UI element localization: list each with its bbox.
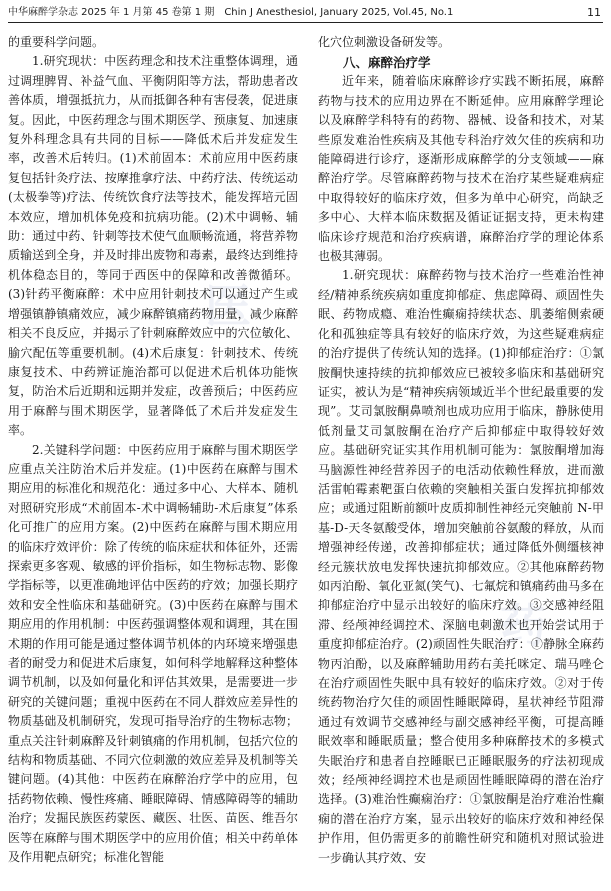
right-paragraph-intro: 近年来，随着临床麻醉诊疗实践不断拓展，麻醉药物与技术的应用边界在不断延伸。应用麻醉学理论以及麻醉学科特有的药物、器械、设备和技术，对某些原发难治性疾病及其他专科治疗效欠佳的疾病和功能障碍进行诊疗，逐渐形成麻醉学的分支领域——麻醉治疗学。尽管麻醉药物与技术在治疗某些疑难病症中取得较好的临床疗效，但多为单中心研究，尚缺乏多中心、大样本临床数据及循证证据支持，更未构建临床诊疗规范和治疗疾病谱，麻醉治疗学的理论体系也极其薄弱。 <box>318 74 604 264</box>
watermark-right: 药 <box>500 599 546 653</box>
left-paragraph-key-issues: 2.关键科学问题：中医药应用于麻醉与围术期医学应重点关注防治术后并发症。(1)中医药在麻醉与围术期应用的标准化和规范化：通过多中心、大样本、随机对照研究形成“术前固本-术中调畅辅助-术后康复”体系化可推广的应用方案。(2)中医药在麻醉与围术期应用的临床疗效评价：除了传统的临床症状和体征外，还需探索更多客观、敏感的评价指标，如生物标志物、影像学指标等，以更准确地评估中医药的疗效；加强长期疗效和安全性临床和基础研究。(3)中医药在麻醉与围术期应用的作用机制：中医药强调整体观和调理，其在围术期的作用可能是通过整体调节机体的内环境来增强患者的耐受力和促进术后康复，如何科学地解释这种整体调节机制，以及如何量化和评估其效果，是需要进一步研究的关键问题；重视中医药在不同人群效应差异性的物质基础及机制研究，发现可指导治疗的生物标志物；重点关注针刺麻醉及针刺镇痛的作用机制，包括穴位的结构和物质基础、不同穴位刺激的效应差异及机制等关键问题。(4)其他：中医药在麻醉治疗学中的应用，包括药物依赖、慢性疼痛、睡眠障碍、情感障碍等的辅助治疗；发掘民族医药蒙医、藏医、壮医、苗医、维吾尔医等在麻醉与围术期医学中的应用价值；相关中药单体及作用靶点研究；标准化智能 <box>8 442 298 865</box>
left-column <box>8 33 298 867</box>
left-paragraph-continuation: 的重要科学问题。 <box>8 35 105 49</box>
page-number: 11 <box>587 6 601 19</box>
journal-citation-line: 中华麻醉学杂志 2025 年 1 月第 45 卷第 1 期 Chin J Anesthesiol, January 2025, Vol.45, No.1 <box>8 7 454 18</box>
right-paragraph-research-status: 1.研究现状：麻醉药物与技术治疗一些难治性神经/精神系统疾病如重度抑郁症、焦虑障碍、顽固性失眠、药物成瘾、难治性癫痫持续状态、肌萎缩侧索硬化和孤独症等具有较好的临床疗效，为这些疑难病症的治疗提供了传统认知的选择。(1)抑郁症治疗：①氯胺酮快速持续的抗抑郁效应已被较多临床和基础研究证实，被认为是“精神疾病领域近半个世纪最重要的发现”。艾司氯胺酮鼻喷剂也成功应用于临床，静脉使用低剂量艾司氯胺酮在治疗产后抑郁症中取得较好效应。基础研究证实其作用机制可能为：氯胺酮增加海马脑源性神经营养因子的电活动依赖性释放，进而激活雷帕霉素靶蛋白依赖的突触相关蛋白发挥抗抑郁效应；或通过阻断前额叶皮质抑制性神经元突触前 N-甲基-D-天冬氨酸受体，增加突触前谷氨酸的释放，从而增强神经传递，改善抑郁症状；通过降低外侧缰核神经元簇状放电发挥快速抗抑郁效应。②其他麻醉药物如丙泊酚、氧化亚氮(笑气)、七氟烷和镇痛药曲马多在抑郁症治疗中显示出较好的临床疗效。③交感神经阻滞、经颅神经调控术、深脑电刺激术也开始尝试用于重度抑郁症治疗。(2)顽固性失眠治疗：①静脉全麻药物丙泊酚，以及麻醉辅助用药右美托咪定、瑞马唑仑在治疗顽固性失眠中具有较好的临床疗效。②对于传统药物治疗欠佳的顽固性睡眠障碍，星状神经节阻滞通过有效调节交感神经与副交感神经平衡，可提高睡眠效率和睡眠质量；整合使用多种麻醉技术的多模式失眠治疗和患者自控睡眠已正睡眠服务的疗法初现成效；经颅神经调控术也是顽固性睡眠障碍的潜在治疗选择。(3)难治性癫痫治疗：①氯胺酮是治疗难治性癫痫的潜在治疗方案，显示出较好的临床疗效和神经保护作用，但仍需更多的前瞻性研究和随机对照试验进一步确认其疗效、安 <box>318 268 604 865</box>
right-column <box>318 33 604 868</box>
right-paragraph-continuation: 化穴位刺激设备研发等。 <box>318 35 451 49</box>
running-header <box>8 2 603 23</box>
section-heading: 八、麻醉治疗学 <box>343 55 431 71</box>
left-paragraph-research-status: 1.研究现状：中医药理念和技术注重整体调理，通过调理脾胃、补益气血、平衡阴阳等方法，帮助患者改善体质，增强抵抗力，从而抵御各种有害侵袭，促进康复。因此，中医药理念与围术期医学、预康复、加速康复外科理念具有共同的目标——降低术后并发症发生率，改善术后转归。(1)术前固本：术前应用中医药康复包括针灸疗法、按摩推拿疗法、中药疗法、传统运动(太极拳等)疗法、传统饮食疗法等技术，能发挥培元固本效应，增加机体免疫和抗病功能。(2)术中调畅、辅助：通过中药、针刺等技术使气血顺畅流通，将营养物质输送到全身，并及时排出废物和毒素，最终达到维持机体稳态目的，等同于西医中的保障和改善微循环。(3)针药平衡麻醉：术中应用针刺技术可以通过产生或增强镇静镇痛效应，减少麻醉镇痛药物用量，减少麻醉相关不良反应，并揭示了针刺麻醉效应中的穴位敏化、腧穴配伍等重要机制。(4)术后康复：针刺技术、传统康复技术、中药辨证施治都可以促进术后机体功能恢复，防治术后近期和远期并发症，改善预后；中医药应用于麻醉与围术期医学，显著降低了术后并发症发生率。 <box>8 54 298 438</box>
watermark-left: 医 <box>205 279 251 333</box>
